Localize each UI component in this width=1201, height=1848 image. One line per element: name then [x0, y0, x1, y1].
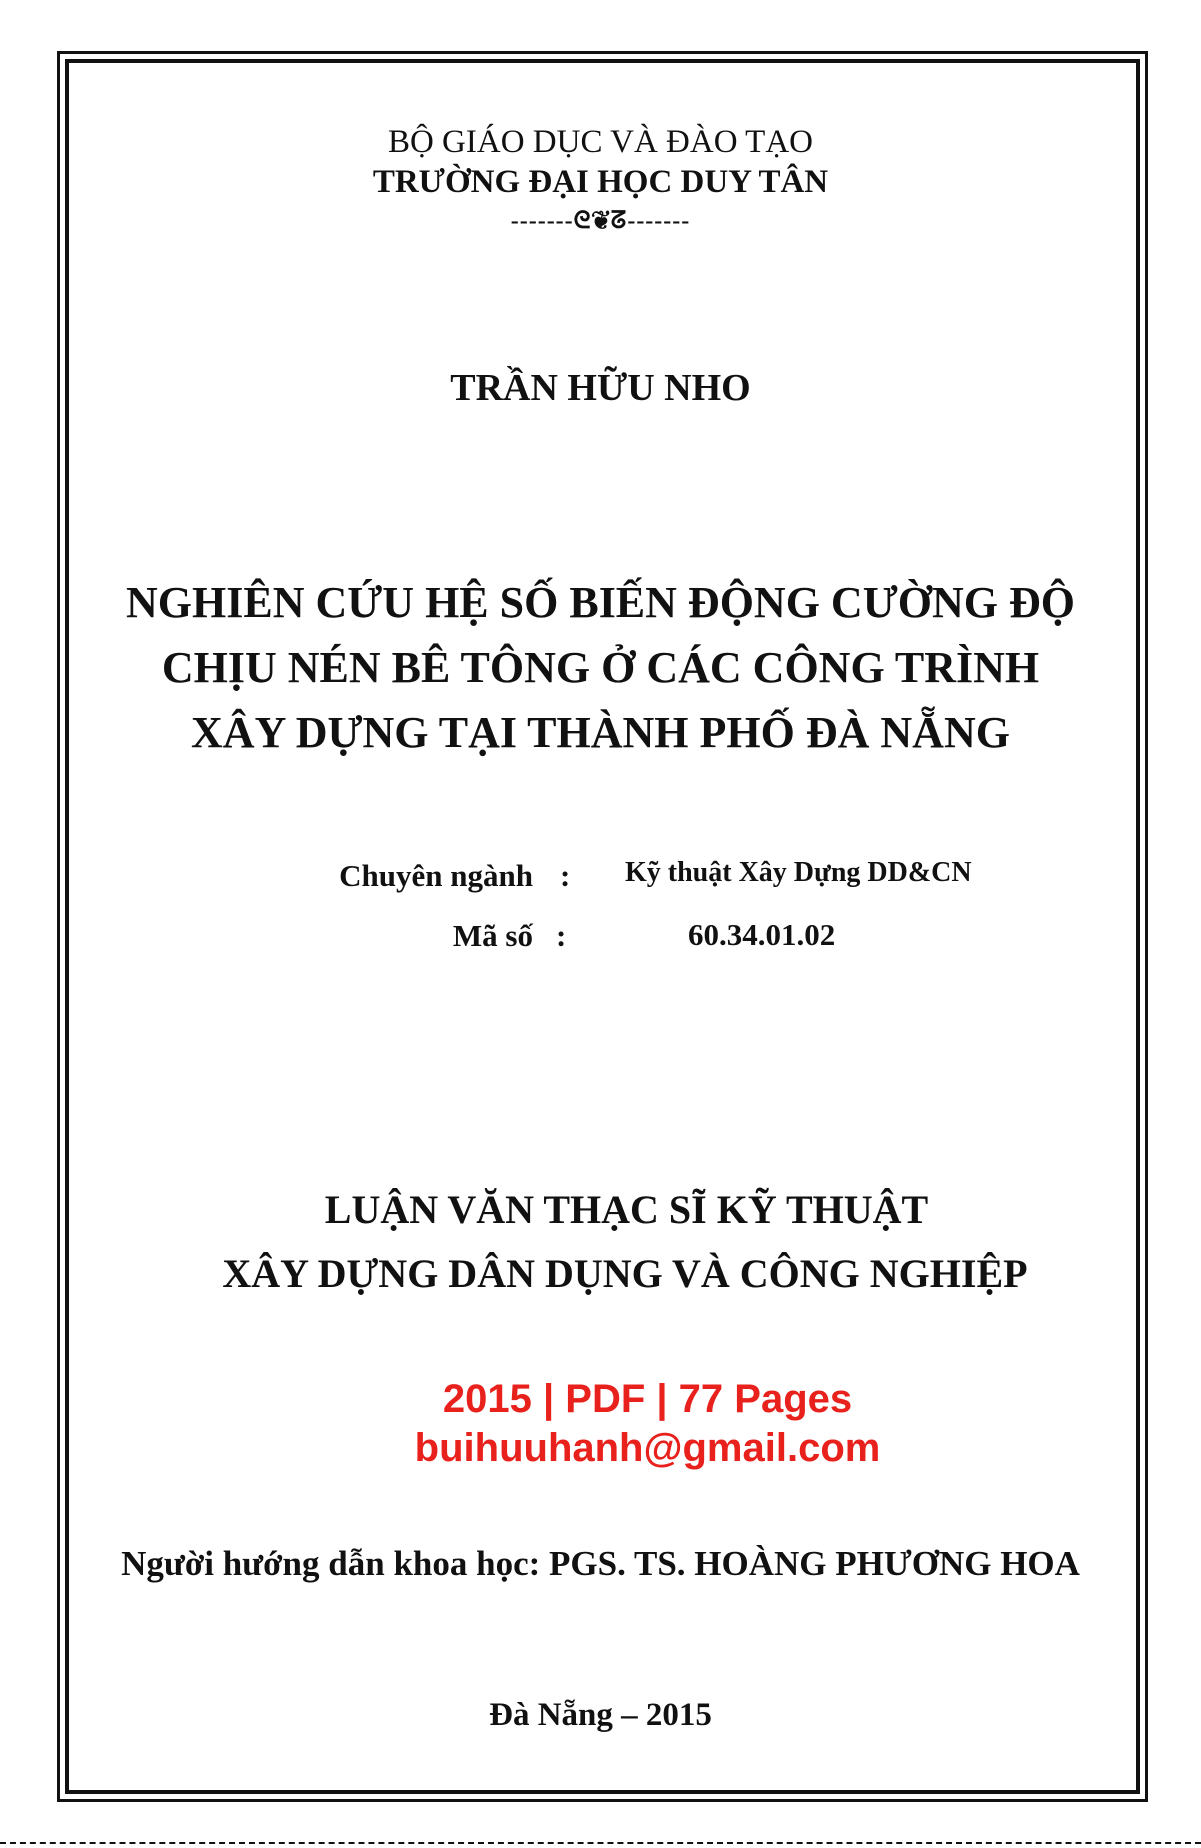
degree-line-1: LUẬN VĂN THẠC SĨ KỸ THUẬT: [324, 1187, 929, 1232]
page-border-inner: [65, 59, 1140, 1794]
specialization-colon: :: [560, 858, 571, 893]
thesis-title-line-3: XÂY DỰNG TẠI THÀNH PHỐ ĐÀ NẴNG: [191, 708, 1010, 757]
degree-line-2: XÂY DỰNG DÂN DỤNG VÀ CÔNG NGHIỆP: [222, 1251, 1028, 1296]
bottom-dashed-rule: [0, 1842, 1201, 1844]
author-name: TRẦN HỮU NHO: [450, 367, 751, 409]
thesis-title-line-2: CHỊU NÉN BÊ TÔNG Ở CÁC CÔNG TRÌNH: [161, 643, 1040, 692]
code-label: Mã số: [452, 918, 533, 953]
ornament-divider: -------ᘓ❦ᘔ-------: [510, 208, 691, 234]
thesis-title-line-1: NGHIÊN CỨU HỆ SỐ BIẾN ĐỘNG CƯỜNG ĐỘ: [126, 578, 1075, 627]
code-value: 60.34.01.02: [688, 917, 836, 952]
supervisor-line: Người hướng dẫn khoa học: PGS. TS. HOÀNG PHƯƠNG HOA: [121, 1544, 1080, 1583]
promo-email-line: buihuuhanh@gmail.com: [414, 1426, 881, 1470]
promo-info-line: 2015 | PDF | 77 Pages: [442, 1377, 853, 1421]
specialization-label: Chuyên ngành: [339, 858, 533, 893]
code-colon: :: [556, 918, 567, 953]
ministry-name: BỘ GIÁO DỤC VÀ ĐÀO TẠO: [387, 124, 814, 160]
university-name: TRƯỜNG ĐẠI HỌC DUY TÂN: [372, 164, 829, 200]
specialization-value: Kỹ thuật Xây Dựng DD&CN: [625, 857, 972, 888]
place-and-date: Đà Nẵng – 2015: [489, 1697, 712, 1733]
